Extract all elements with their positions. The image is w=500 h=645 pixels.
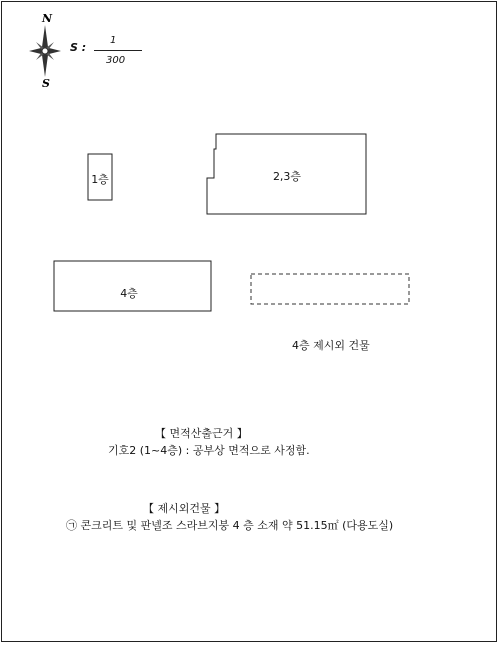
scale-numerator: 1 (110, 35, 117, 46)
outside-building-label: 4층 제시외 건물 (292, 339, 370, 352)
outside-building-heading: 【 제시외건물 】 (143, 502, 226, 515)
building-4f-label: 4층 (120, 287, 138, 300)
scale-denominator: 300 (106, 55, 126, 66)
building-1f-label: 1층 (91, 173, 109, 186)
scale-prefix: S : (70, 41, 87, 54)
area-basis-heading: 【 면적산출근거 】 (155, 427, 248, 440)
area-basis-text: 기호2 (1~4층) : 공부상 면적으로 사정함. (108, 444, 310, 457)
building-2-3f-label: 2,3층 (272, 170, 302, 183)
outside-building-outline (251, 274, 409, 304)
compass-north-label: N (42, 12, 53, 25)
compass-south-label: S (42, 77, 50, 88)
outside-building-text: ㉠ 콘크리트 및 판넬조 스라브지붕 4 층 소재 약 51.15㎡ (다용도실) (66, 519, 394, 532)
